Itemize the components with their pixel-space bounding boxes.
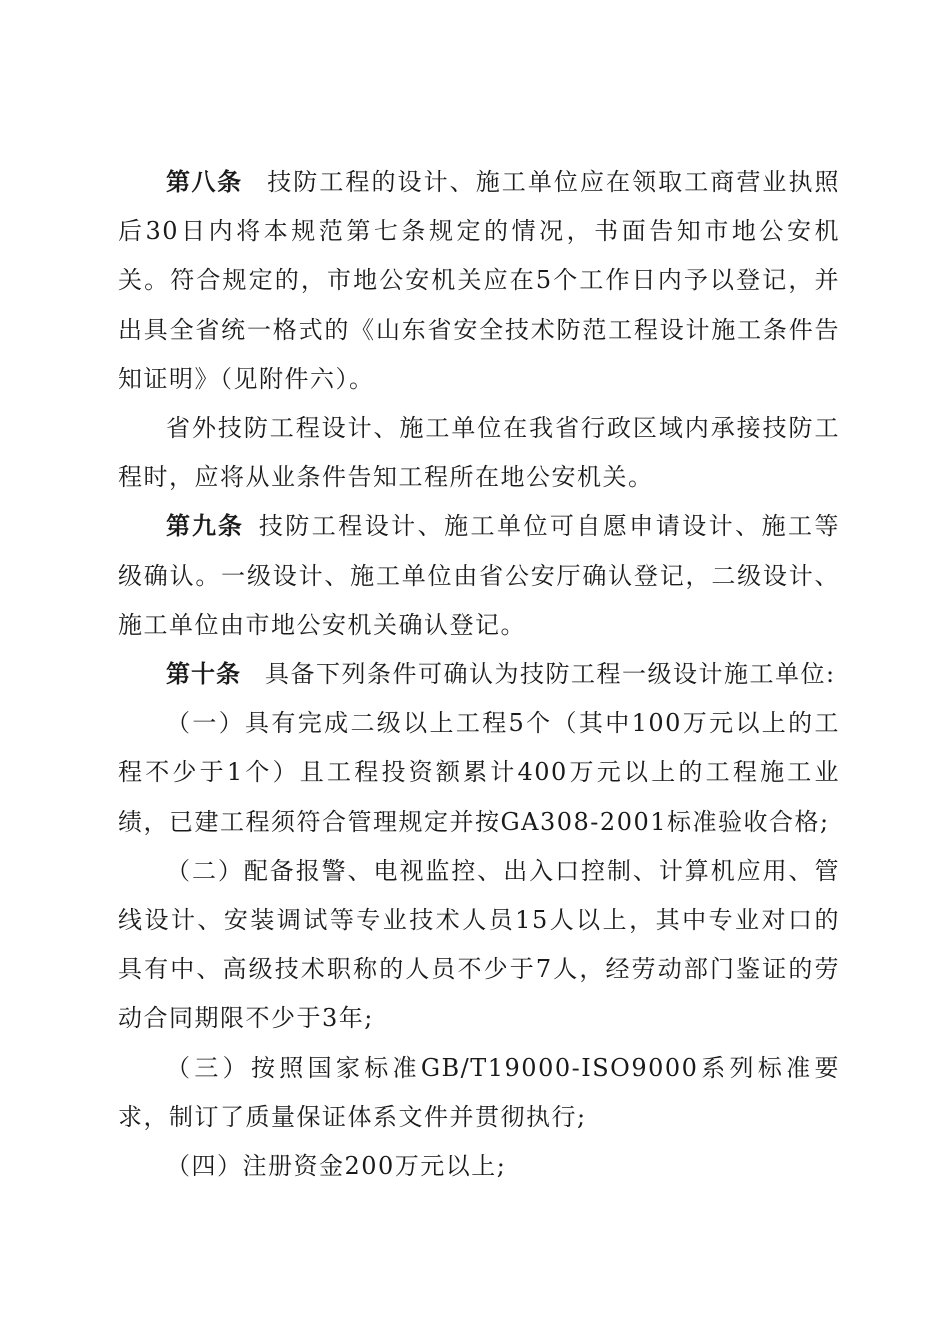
article-9-label: 第九条	[166, 512, 244, 541]
article-9-text: 技防工程设计、施工单位可自愿申请设计、施工等级确认。一级设计、施工单位由省公安厅确认登记，二级设计、施工单位由市地公安机关确认登记。	[118, 512, 841, 639]
article-8-text: 技防工程的设计、施工单位应在领取工商营业执照后30日内将本规范第七条规定的情况，书面告知市地公安机关。符合规定的，市地公安机关应在5个工作日内予以登记，并出具全省统一格式的《山东省安全技术防范工程设计施工条件告知证明》（见附件六）。	[118, 168, 841, 393]
list-item: （二）配备报警、电视监控、出入口控制、计算机应用、管线设计、安装调试等专业技术人员15人以上，其中专业对口的具有中、高级技术职称的人员不少于7人，经劳动部门鉴证的劳动合同期限不少于3年;	[118, 856, 840, 1033]
article-8-second-paragraph: 省外技防工程设计、施工单位在我省行政区域内承接技防工程时，应将从业条件告知工程所在地公安机关。	[118, 414, 840, 492]
list-item: （一）具有完成二级以上工程5个（其中100万元以上的工程不少于1个）且工程投资额累计400万元以上的工程施工业绩，已建工程须符合管理规定并按GA308-2001标准验收合格;	[118, 709, 840, 836]
article-8-paragraph	[118, 158, 840, 404]
article-10-label: 第十条	[166, 660, 241, 689]
list-item: （三）按照国家标准GB/T19000-ISO9000系列标准要求，制订了质量保证体系文件并贯彻执行;	[118, 1053, 840, 1131]
article-10-text: 具备下列条件可确认为技防工程一级设计施工单位:	[265, 660, 836, 689]
article-9-paragraph	[118, 502, 840, 650]
article-10-paragraph	[118, 650, 840, 699]
list-item: （四）注册资金200万元以上;	[166, 1152, 507, 1181]
article-8-label: 第八条	[166, 168, 243, 196]
document-body	[118, 158, 840, 1191]
